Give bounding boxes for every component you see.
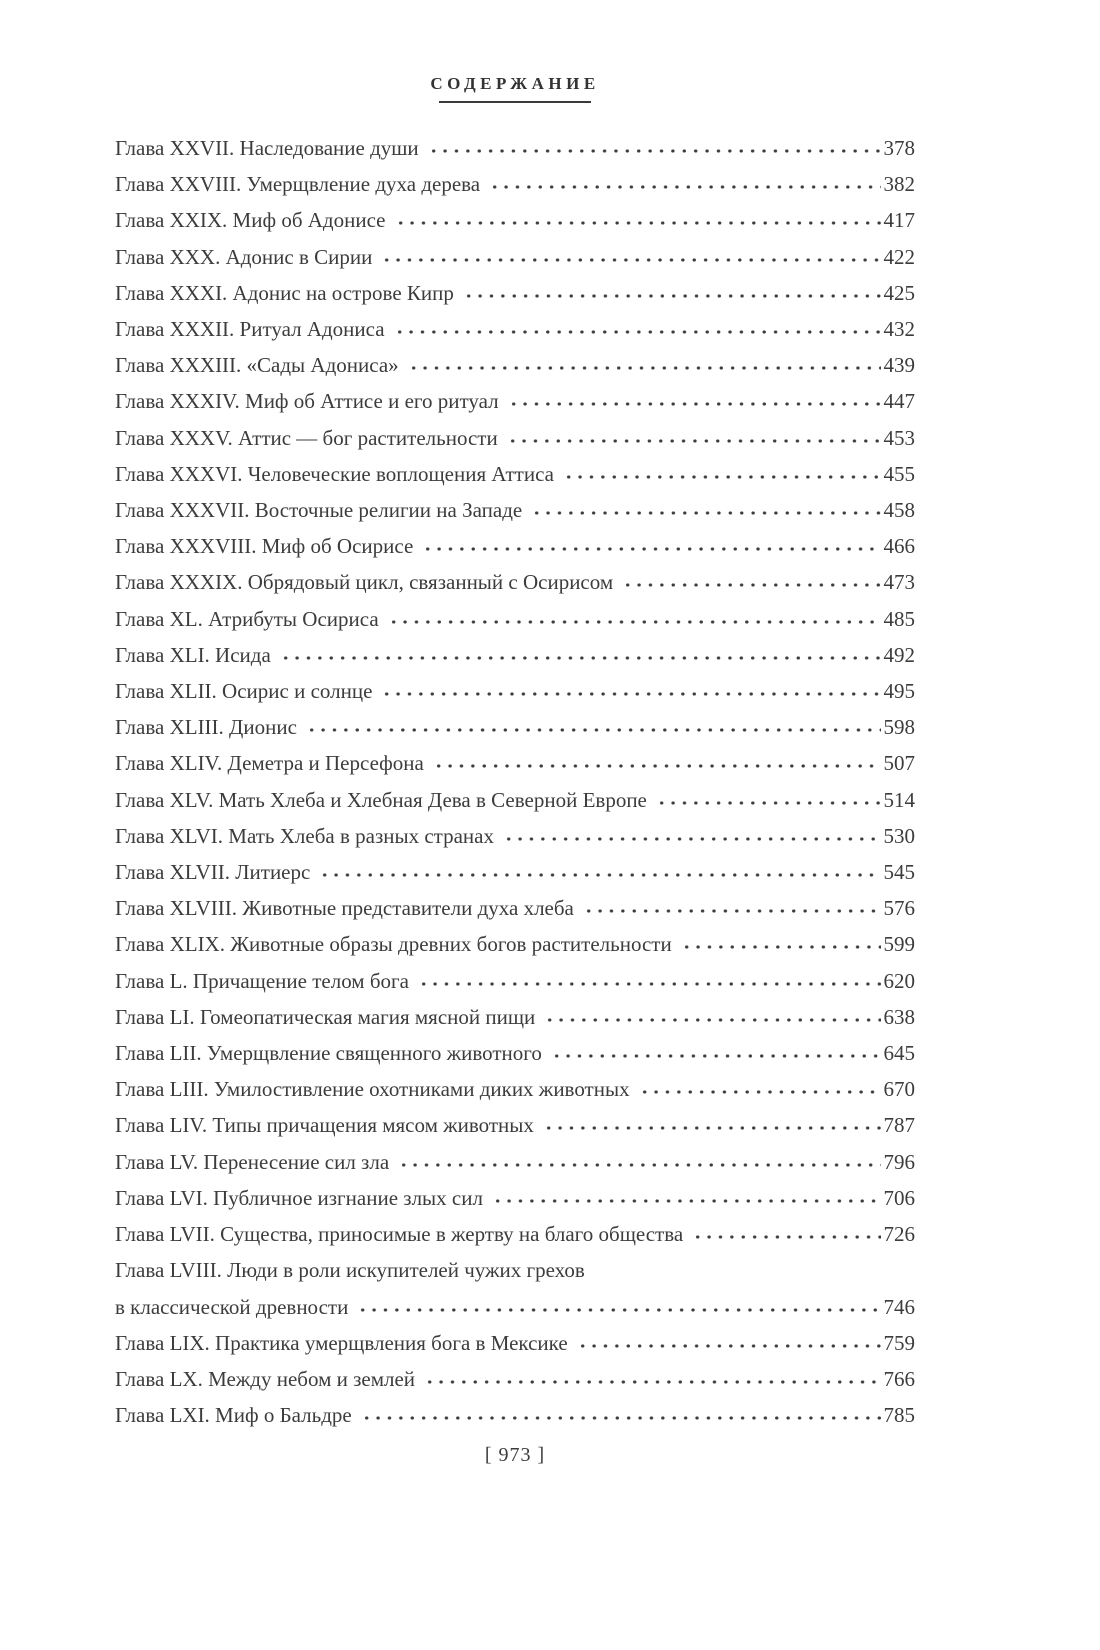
toc-entry (115, 1035, 915, 1071)
toc-entry (115, 239, 915, 275)
toc-entry-title: Глава L. Причащение телом бога (115, 968, 409, 993)
toc-entry-title: Глава XXVII. Наследование души (115, 136, 419, 160)
dot-leader (463, 279, 881, 300)
toc-line (115, 1325, 915, 1361)
toc-entry (115, 275, 915, 311)
dot-leader (395, 206, 881, 227)
toc-line (115, 637, 915, 673)
toc-line (115, 492, 915, 528)
toc-entry-title: Глава XLVII. Литиерс (115, 860, 311, 885)
toc-entry-title: Глава XXXVI. Человеческие воплощения Аттиса (115, 461, 554, 486)
toc-entry-page-number: 796 (883, 1149, 915, 1174)
dot-leader (531, 496, 880, 517)
toc-entry (115, 709, 915, 745)
toc-entry (115, 1071, 915, 1107)
toc-line (115, 239, 915, 275)
toc-entry-title: Глава LIX. Практика умерщвления бога в Мексике (115, 1330, 568, 1355)
toc-line (115, 1071, 915, 1107)
toc-entry-page-number: 620 (883, 968, 915, 993)
toc-line (115, 347, 915, 383)
toc-entry-title: Глава XLVI. Мать Хлеба в разных странах (115, 823, 494, 848)
toc-entry-title: Глава XXXVII. Восточные религии на Западе (115, 498, 523, 523)
dot-leader (424, 1365, 880, 1386)
toc-entry (115, 1361, 915, 1397)
toc-entry (115, 673, 915, 709)
toc-line (115, 601, 915, 637)
dot-leader (381, 243, 880, 264)
toc-entry-page-number: 514 (883, 787, 915, 812)
toc-line (115, 166, 915, 202)
toc-line (115, 564, 915, 600)
toc-line (115, 275, 915, 311)
toc-line (115, 890, 915, 926)
toc-line (115, 1180, 915, 1216)
toc-line (115, 1216, 915, 1252)
toc-entry-page-number: 382 (883, 172, 915, 197)
toc-line (115, 311, 915, 347)
toc-entry-title: Глава LXI. Миф о Бальдре (115, 1403, 352, 1428)
toc-entry (115, 601, 915, 637)
contents-heading: СОДЕРЖАНИЕ (430, 74, 600, 93)
toc-entry-title: Глава XXVIII. Умерщвление духа дерева (115, 172, 481, 197)
page-number-footer: [ 973 ] (484, 1444, 546, 1466)
toc-entry-title: Глава XXXV. Аттис — бог растительности (115, 425, 498, 450)
toc-entry-title: Глава XXXIII. «Сады Адониса» (115, 353, 399, 378)
toc-entry-title: Глава XLIX. Животные образы древних богов растительности (115, 932, 672, 957)
toc-entry-title: Глава LX. Между небом и землей (115, 1366, 416, 1391)
toc-line (115, 130, 915, 166)
toc-entry (115, 1397, 915, 1433)
toc-entry-page-number: 485 (883, 606, 915, 631)
toc-entry-title: Глава XXXI. Адонис на острове Кипр (115, 280, 454, 305)
toc-entry-page-number: 432 (883, 317, 915, 342)
dot-leader (639, 1075, 881, 1096)
toc-entry-title: Глава XXXVIII. Миф об Осирисе (115, 534, 414, 559)
dot-leader (428, 134, 881, 155)
toc-entry-title: Глава LIII. Умилостивление охотниками диких животных (115, 1077, 630, 1102)
toc-entry-title: Глава XXX. Адонис в Сирии (115, 244, 373, 269)
toc-entry (115, 166, 915, 202)
toc-line (115, 963, 915, 999)
toc-entry-page-number: 439 (883, 353, 915, 378)
toc-entry-title: Глава XXXIV. Миф об Аттисе и его ритуал (115, 389, 499, 414)
toc-entry-title: Глава LVIII. Люди в роли искупителей чужих грехов (115, 1258, 585, 1283)
toc-entry-page-number: 453 (883, 425, 915, 450)
dot-leader (280, 641, 881, 662)
dot-leader (492, 1184, 881, 1205)
toc-line (115, 709, 915, 745)
dot-leader (681, 930, 881, 951)
toc-entry-page-number: 378 (883, 136, 915, 160)
toc-line (115, 420, 915, 456)
toc-line (115, 1361, 915, 1397)
toc-entry-page-number: 447 (883, 389, 915, 414)
toc-entry-title: Глава LIV. Типы причащения мясом животных (115, 1113, 534, 1138)
toc-entry-title: Глава XLII. Осирис и солнце (115, 679, 373, 704)
toc-entry-title: в классической древности (115, 1294, 349, 1319)
toc-line (115, 456, 915, 492)
toc-line (115, 383, 915, 419)
toc-entry-page-number: 787 (883, 1113, 915, 1138)
dot-leader (408, 351, 881, 372)
toc-entry (115, 890, 915, 926)
toc-entry-page-number: 507 (883, 751, 915, 776)
page-header (115, 74, 915, 103)
toc-entry-page-number: 726 (883, 1222, 915, 1247)
dot-leader (656, 786, 881, 807)
toc-entry (115, 1144, 915, 1180)
toc-entry-title: Глава XXXII. Ритуал Адониса (115, 317, 385, 342)
toc-entry-page-number: 455 (883, 461, 915, 486)
toc-entry (115, 456, 915, 492)
toc-entry (115, 1107, 915, 1143)
dot-leader (361, 1401, 881, 1422)
toc-entry (115, 745, 915, 781)
toc-entry-page-number: 746 (883, 1294, 915, 1319)
toc-entry-page-number: 530 (883, 823, 915, 848)
toc-entry-page-number: 759 (883, 1330, 915, 1355)
toc-entry (115, 926, 915, 962)
toc-entry-title: Глава LV. Перенесение сил зла (115, 1149, 390, 1174)
toc-entry (115, 383, 915, 419)
dot-leader (388, 605, 881, 626)
toc-entry-page-number: 495 (883, 679, 915, 704)
toc-entry-title: Глава XLIII. Дионис (115, 715, 297, 740)
toc-entry (115, 528, 915, 564)
toc-entry-title: Глава LVI. Публичное изгнание злых сил (115, 1185, 483, 1210)
toc-line (115, 1289, 915, 1325)
toc-entry-page-number: 598 (883, 715, 915, 740)
dot-leader (357, 1293, 880, 1314)
toc-entry (115, 564, 915, 600)
toc-entry-page-number: 785 (883, 1403, 915, 1428)
toc-line (115, 1144, 915, 1180)
toc-entry (115, 347, 915, 383)
toc-line (115, 926, 915, 962)
toc-entry-page-number: 599 (883, 932, 915, 957)
dot-leader (433, 749, 881, 770)
toc-entry-page-number: 576 (883, 896, 915, 921)
toc-entry (115, 1325, 915, 1361)
toc-line (115, 782, 915, 818)
toc-entry (115, 311, 915, 347)
toc-line (115, 745, 915, 781)
toc-entry (115, 492, 915, 528)
dot-leader (583, 894, 881, 915)
toc-entry (115, 963, 915, 999)
toc-entry-page-number: 425 (883, 280, 915, 305)
dot-leader (398, 1148, 880, 1169)
dot-leader (507, 424, 881, 445)
toc-line (115, 673, 915, 709)
toc-entry-title: Глава LI. Гомеопатическая магия мясной пищи (115, 1004, 536, 1029)
toc-entry (115, 130, 915, 166)
toc-entry (115, 1252, 915, 1324)
dot-leader (543, 1111, 881, 1132)
toc-line (115, 1035, 915, 1071)
toc-entry-page-number: 458 (883, 498, 915, 523)
toc-entry (115, 1180, 915, 1216)
heading-rule (439, 101, 591, 103)
toc-entry (115, 999, 915, 1035)
toc-entry-title: Глава XXXIX. Обрядовый цикл, связанный с Осирисом (115, 570, 614, 595)
toc-line (115, 999, 915, 1035)
toc-entry-page-number: 545 (883, 860, 915, 885)
dot-leader (563, 460, 881, 481)
dot-leader (692, 1220, 880, 1241)
toc-entry (115, 854, 915, 890)
toc-entry-title: Глава XLV. Мать Хлеба и Хлебная Дева в Северной Европе (115, 787, 647, 812)
dot-leader (544, 1003, 880, 1024)
dot-leader (306, 713, 881, 734)
toc-entry (115, 782, 915, 818)
dot-leader (508, 387, 881, 408)
toc-entry (115, 1216, 915, 1252)
dot-leader (551, 1039, 881, 1060)
toc-entry-page-number: 706 (883, 1185, 915, 1210)
toc-entry-page-number: 422 (883, 244, 915, 269)
toc-entry (115, 637, 915, 673)
toc-line (115, 818, 915, 854)
dot-leader (319, 858, 880, 879)
dot-leader (489, 170, 880, 191)
dot-leader (418, 967, 881, 988)
dot-leader (577, 1329, 881, 1350)
dot-leader (622, 568, 880, 589)
dot-leader (503, 822, 881, 843)
toc-entry-title: Глава XLI. Исида (115, 642, 271, 667)
toc-entry-page-number: 766 (883, 1366, 915, 1391)
toc-entry-page-number: 638 (883, 1004, 915, 1029)
toc-line (115, 528, 915, 564)
toc-line (115, 1107, 915, 1143)
toc-entry-page-number: 492 (883, 642, 915, 667)
toc-line (115, 1397, 915, 1433)
dot-leader (422, 532, 880, 553)
toc-entry-title: Глава XXIX. Миф об Адонисе (115, 208, 386, 233)
dot-leader (394, 315, 881, 336)
toc-entry (115, 818, 915, 854)
dot-leader (381, 677, 880, 698)
toc-entry-page-number: 645 (883, 1041, 915, 1066)
toc-entry-page-number: 466 (883, 534, 915, 559)
toc-list (115, 130, 915, 1433)
toc-entry-page-number: 670 (883, 1077, 915, 1102)
toc-entry-title: Глава LII. Умерщвление священного животного (115, 1041, 542, 1066)
toc-line (115, 854, 915, 890)
toc-entry-title: Глава XLIV. Деметра и Персефона (115, 751, 424, 776)
toc-entry-page-number: 417 (883, 208, 915, 233)
toc-entry-title: Глава XL. Атрибуты Осириса (115, 606, 379, 631)
toc-line (115, 202, 915, 238)
toc-entry-page-number: 473 (883, 570, 915, 595)
toc-line (115, 1252, 915, 1288)
toc-entry-title: Глава LVII. Существа, приносимые в жертву на благо общества (115, 1222, 684, 1247)
toc-entry-title: Глава XLVIII. Животные представители духа хлеба (115, 896, 574, 921)
toc-entry (115, 202, 915, 238)
toc-entry (115, 420, 915, 456)
